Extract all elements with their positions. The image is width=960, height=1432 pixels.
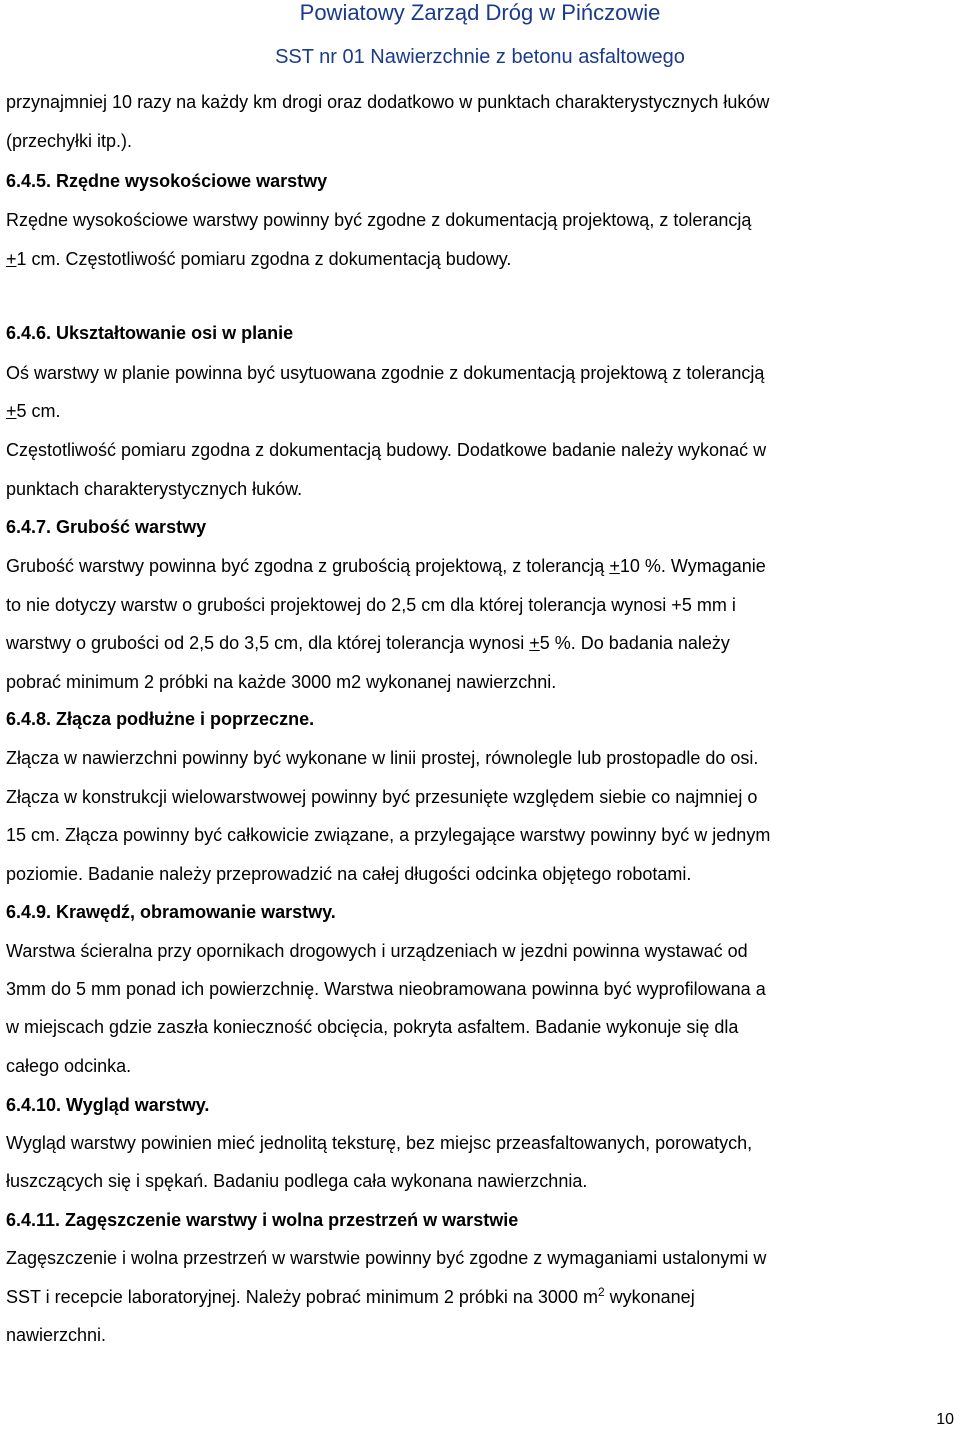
section-heading-6-4-6: 6.4.6. Ukształtowanie osi w planie xyxy=(6,323,294,343)
body-line: Grubość warstwy powinna być zgodna z grubością projektową, z tolerancją +10 %. Wymaganie xyxy=(6,556,766,576)
body-line: +5 cm. xyxy=(6,401,61,421)
plus-minus-sign: + xyxy=(529,633,540,653)
body-line: Oś warstwy w planie powinna być usytuowana zgodnie z dokumentacją projektową z tolerancją xyxy=(6,363,765,383)
body-line: Zagęszczenie i wolna przestrzeń w warstwie powinny być zgodne z wymaganiami ustalonymi w xyxy=(6,1248,767,1268)
section-heading-6-4-11: 6.4.11. Zagęszczenie warstwy i wolna przestrzeń w warstwie xyxy=(6,1210,519,1230)
plus-minus-sign: + xyxy=(6,401,17,421)
body-line: Częstotliwość pomiaru zgodna z dokumentacją budowy. Dodatkowe badanie należy wykonać w xyxy=(6,440,767,460)
body-line: 15 cm. Złącza powinny być całkowicie związane, a przylegające warstwy powinny być w jednym xyxy=(6,825,771,845)
plus-minus-sign: + xyxy=(6,249,17,269)
section-heading-6-4-9: 6.4.9. Krawędź, obramowanie warstwy. xyxy=(6,902,336,922)
body-line: pobrać minimum 2 próbki na każde 3000 m2 wykonanej nawierzchni. xyxy=(6,672,557,692)
body-line: łuszczących się i spękań. Badaniu podlega cała wykonana nawierzchnia. xyxy=(6,1171,588,1191)
body-line: punktach charakterystycznych łuków. xyxy=(6,479,303,499)
section-heading-6-4-10: 6.4.10. Wygląd warstwy. xyxy=(6,1095,210,1115)
body-line: w miejscach gdzie zaszła konieczność obcięcia, pokryta asfaltem. Badanie wykonuje się dla xyxy=(6,1017,739,1037)
plus-minus-sign: + xyxy=(609,556,620,576)
body-line: Złącza w nawierzchni powinny być wykonane w linii prostej, równolegle lub prostopadle do osi. xyxy=(6,748,759,768)
body-line: przynajmniej 10 razy na każdy km drogi oraz dodatkowo w punktach charakterystycznych łuków xyxy=(6,92,770,112)
superscript-2: 2 xyxy=(597,1285,605,1299)
body-line: całego odcinka. xyxy=(6,1056,132,1076)
section-heading-6-4-7: 6.4.7. Grubość warstwy xyxy=(6,517,207,537)
document-header-subtitle: SST nr 01 Nawierzchnie z betonu asfaltowego xyxy=(275,46,685,68)
body-line: Złącza w konstrukcji wielowarstwowej powinny być przesunięte względem siebie co najmniej o xyxy=(6,787,758,807)
section-heading-6-4-5: 6.4.5. Rzędne wysokościowe warstwy xyxy=(6,171,328,191)
body-line: +1 cm. Częstotliwość pomiaru zgodna z dokumentacją budowy. xyxy=(6,249,512,269)
body-line: Rzędne wysokościowe warstwy powinny być zgodne z dokumentacją projektową, z tolerancją xyxy=(6,210,752,230)
body-line: SST i recepcie laboratoryjnej. Należy pobrać minimum 2 próbki na 3000 $m^2$ wykonanej xyxy=(6,1285,695,1307)
body-line: Wygląd warstwy powinien mieć jednolitą teksturę, bez miejsc przeasfaltowanych, porowatych, xyxy=(6,1133,753,1153)
document-header-title: Powiatowy Zarząd Dróg w Pińczowie xyxy=(299,0,661,25)
body-line: nawierzchni. xyxy=(6,1325,107,1345)
body-line: (przechyłki itp.). xyxy=(6,131,133,151)
body-line: warstwy o grubości od 2,5 do 3,5 cm, dla której tolerancja wynosi +5 %. Do badania należy xyxy=(6,633,730,653)
body-line: to nie dotyczy warstw o grubości projektowej do 2,5 cm dla której tolerancja wynosi +5 mm i xyxy=(6,595,736,615)
section-heading-6-4-8: 6.4.8. Złącza podłużne i poprzeczne. xyxy=(6,709,315,729)
page-number: 10 xyxy=(936,1411,954,1428)
body-line: poziomie. Badanie należy przeprowadzić na całej długości odcinka objętego robotami. xyxy=(6,864,692,884)
body-line: 3mm do 5 mm ponad ich powierzchnię. Warstwa nieobramowana powinna być wyprofilowana a xyxy=(6,979,766,999)
body-line: Warstwa ścieralna przy opornikach drogowych i urządzeniach w jezdni powinna wystawać od xyxy=(6,941,748,961)
